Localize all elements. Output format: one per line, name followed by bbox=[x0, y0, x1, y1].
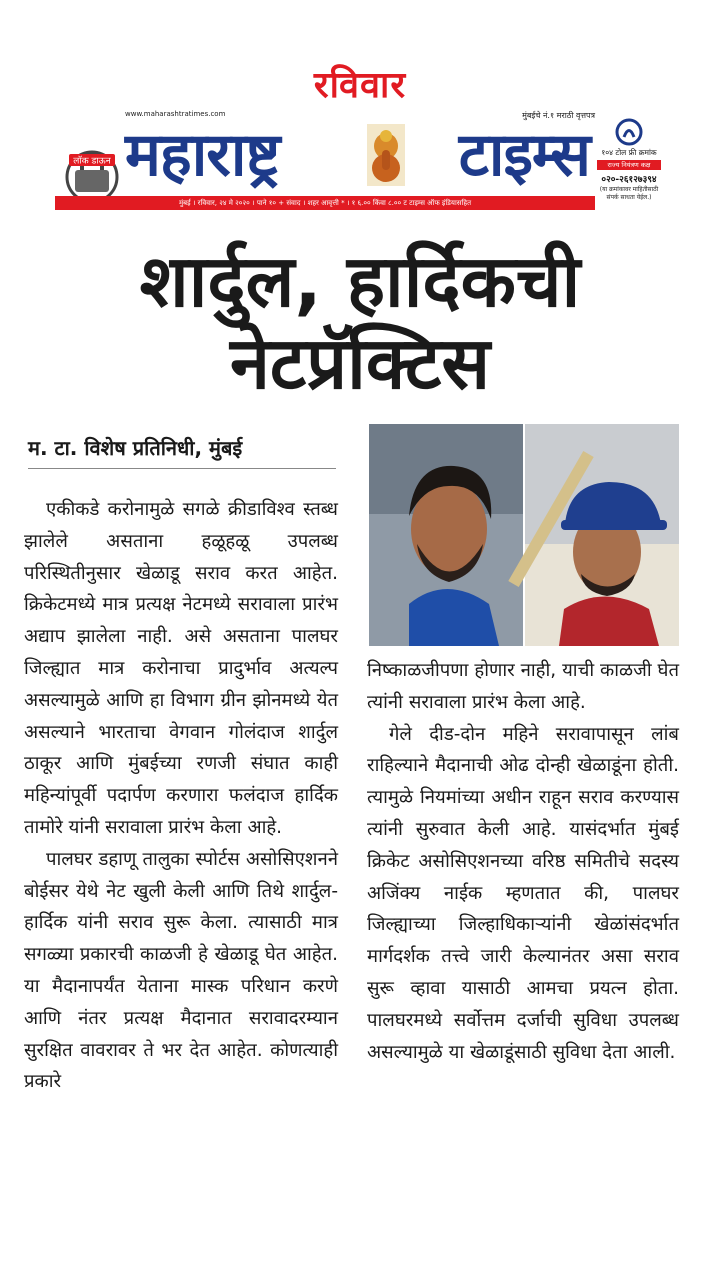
article-column-left bbox=[24, 494, 338, 1098]
website-url: www.maharashtratimes.com bbox=[125, 110, 226, 118]
article-paragraph: गेले दीड-दोन महिने सरावापासून लांब राहिल्याने मैदानाची ओढ दोन्ही खेळाडूंना होती. त्यामुळे नियमांच्या अधीन राहून सराव करण्यास त्यांनी सुरुवात केली आहे. यासंदर्भात मुंबई क्रिकेट असोसिएशनच्या वरिष्ठ समितीचे सदस्य अजिंक्य नाईक म्हणतात की, पालघर जिल्ह्याच्या जिल्हाधिकाऱ्यांनी खेळांसंदर्भात मार्गदर्शक तत्त्वे जारी केल्यानंतर असा सराव सुरू व्हावा यासाठी आमचा प्रयत्न होता. पालघरमध्ये सर्वोत्तम दर्जाची सुविधा उपलब्ध असल्यामुळे या खेळाडूंसाठी सुविधा देता आली. bbox=[367, 723, 679, 1063]
article-paragraph-continuation: निष्काळजीपणा होणार नाही, याची काळजी घेत त्यांनी सरावाला प्रारंभ केला आहे. bbox=[367, 660, 679, 713]
ganesh-illustration-icon bbox=[367, 124, 405, 186]
byline: म. टा. विशेष प्रतिनिधी, मुंबई bbox=[28, 436, 243, 460]
masthead-title bbox=[125, 118, 590, 192]
helpline-box bbox=[593, 118, 665, 208]
dateline-band: मुंबई । रविवार, २४ मे २०२० । पाने १० + संवाद । शहर आवृत्ती * । १ ६.०० किंवा ८.०० ट टाइम्स ऑफ इंडियासहित bbox=[55, 196, 595, 210]
masthead bbox=[55, 60, 665, 210]
helpline-label: १०४ टोल फ्री क्रमांक bbox=[601, 148, 657, 157]
article-paragraph: एकीकडे करोनामुळे सगळे क्रीडाविश्व स्तब्ध झालेले असताना हळूहळू उपलब्ध परिस्थितीनुसार खेळाडू सराव करत आहेत. क्रिकेटमध्ये मात्र प्रत्यक्ष नेटमध्ये सरावाला प्रारंभ अद्याप झालेला नाही. असे असताना पालघर जिल्ह्यात मात्र करोनाचा प्रादुर्भाव अत्यल्प असल्यामुळे आणि हा विभाग ग्रीन झोनमध्ये येत असल्याने भारताचा वेगवान गोलंदाज शार्दुल ठाकूर आणि मुंबईच्या रणजी संघात काही महिन्यांपूर्वी पदार्पण करणारा फलंदाज हार्दिक तामोरे यांनी सरावाला प्रारंभ केला आहे. bbox=[24, 499, 338, 838]
players-photo bbox=[369, 424, 679, 646]
masthead-title-left: महाराष्ट्र bbox=[125, 120, 280, 190]
headline-line-2: नेटप्रॅक्टिस bbox=[229, 321, 491, 405]
helpline-emblem-icon bbox=[615, 118, 643, 146]
sunday-label: रविवार bbox=[313, 65, 407, 106]
masthead-tagline: मुंबईचे नं.१ मराठी वृत्तपत्र bbox=[522, 111, 595, 120]
article-column-right bbox=[367, 655, 679, 1068]
masthead-title-right: टाइम्स bbox=[458, 120, 590, 190]
headline-line-1: शार्दुल, हार्दिकची bbox=[139, 239, 581, 323]
helpline-note: (या क्रमांकावर माहितीसाठी संपर्क साधता येईल.) bbox=[599, 186, 659, 201]
helpline-red-label: राज्य नियंत्रण कक्ष bbox=[597, 160, 661, 170]
helpline-number: ०२०-२६१२७३९४ bbox=[601, 175, 657, 185]
article-paragraph: पालघर डहाणू तालुका स्पोर्टस असोसिएशनने बोईसर येथे नेट खुली केली आणि तिथे शार्दुल-हार्दिक यांनी सराव सुरू केला. त्यासाठी मात्र सगळ्या प्रकारची काळजी हे खेळाडू घेत आहेत. या मैदानापर्यंत येताना मास्क परिधान करणे आणि नंतर प्रत्यक्ष मैदानात सरावादरम्यान सुरक्षित वावरावर ते भर देत आहेत. कोणत्याही प्रकारे bbox=[24, 848, 338, 1093]
byline-divider bbox=[28, 468, 336, 469]
lockdown-badge-label: लॉक डाऊन bbox=[73, 156, 111, 167]
article-headline bbox=[40, 240, 680, 404]
